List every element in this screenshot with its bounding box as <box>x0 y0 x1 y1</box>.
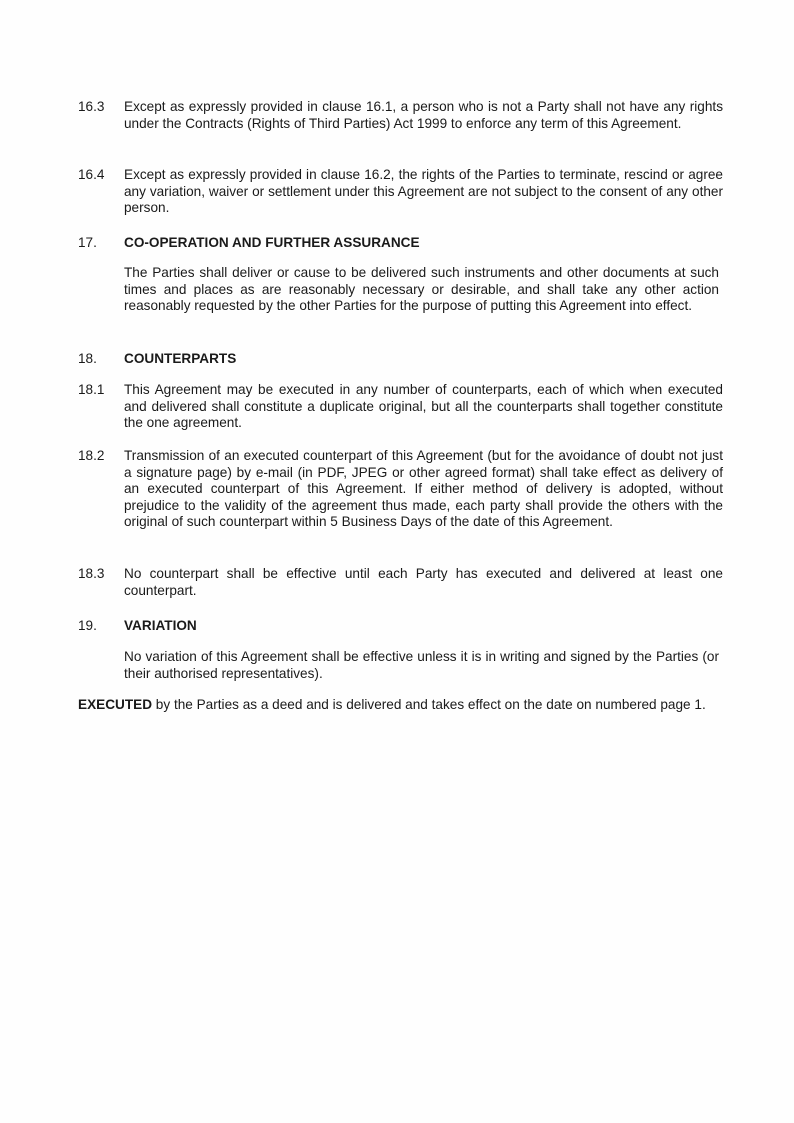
clause-text: No counterpart shall be effective until each Party has executed and delivered at least one counterpart. <box>124 566 723 598</box>
clause-text: Transmission of an executed counterpart of this Agreement (but for the avoidance of doubt not just a signature page) by e-mail (in PDF, JPEG or other agreed format) shall take effect as delivery of an executed counterpart of this Agreement. If either method of delivery is adopted, without prejudice to the validity of the agreement thus made, each party shall provide the others with the original of such counterpart within 5 Business Days of the date of this Agreement. <box>124 448 723 529</box>
section-heading: COUNTERPARTS <box>124 351 237 366</box>
clause-text: This Agreement may be executed in any number of counterparts, each of which when executed and delivered shall constitute a duplicate original, but all the counterparts shall together constitute the one agreement. <box>124 382 723 430</box>
section-18-heading <box>78 351 723 368</box>
section-17-body: The Parties shall deliver or cause to be delivered such instruments and other documents at such times and places as are reasonably necessary or desirable, and shall take any other action reasonably requested by the other Parties for the purpose of putting this Agreement into effect. <box>124 265 719 313</box>
execution-statement <box>78 697 721 714</box>
clause-number: 18.1 <box>78 382 105 397</box>
section-number: 17. <box>78 235 97 250</box>
clause-text: Except as expressly provided in clause 16.1, a person who is not a Party shall not have any rights under the Contracts (Rights of Third Parties) Act 1999 to enforce any term of this Agreement. <box>124 99 723 131</box>
section-19-body: No variation of this Agreement shall be effective unless it is in writing and signed by the Parties (or their authorised representatives). <box>124 649 719 681</box>
clause-number: 18.3 <box>78 566 105 581</box>
clause-text: Except as expressly provided in clause 16.2, the rights of the Parties to terminate, rescind or agree any variation, waiver or settlement under this Agreement are not subject to the consent of any other person. <box>124 167 723 215</box>
clause-number: 16.4 <box>78 167 105 182</box>
clause-18-1 <box>78 382 723 432</box>
executed-keyword: EXECUTED <box>78 697 153 712</box>
section-heading: CO-OPERATION AND FURTHER ASSURANCE <box>124 235 420 250</box>
clause-16-3 <box>78 99 723 132</box>
clause-18-3 <box>78 566 723 599</box>
section-17-heading <box>78 235 723 252</box>
executed-text: by the Parties as a deed and is delivered and takes effect on the date on numbered page 1. <box>152 697 706 712</box>
section-number: 18. <box>78 351 97 366</box>
clause-number: 18.2 <box>78 448 105 463</box>
clause-number: 16.3 <box>78 99 105 114</box>
clause-16-4 <box>78 167 723 217</box>
section-number: 19. <box>78 618 97 633</box>
clause-18-2 <box>78 448 723 531</box>
section-heading: VARIATION <box>124 618 197 633</box>
section-19-heading <box>78 618 723 635</box>
